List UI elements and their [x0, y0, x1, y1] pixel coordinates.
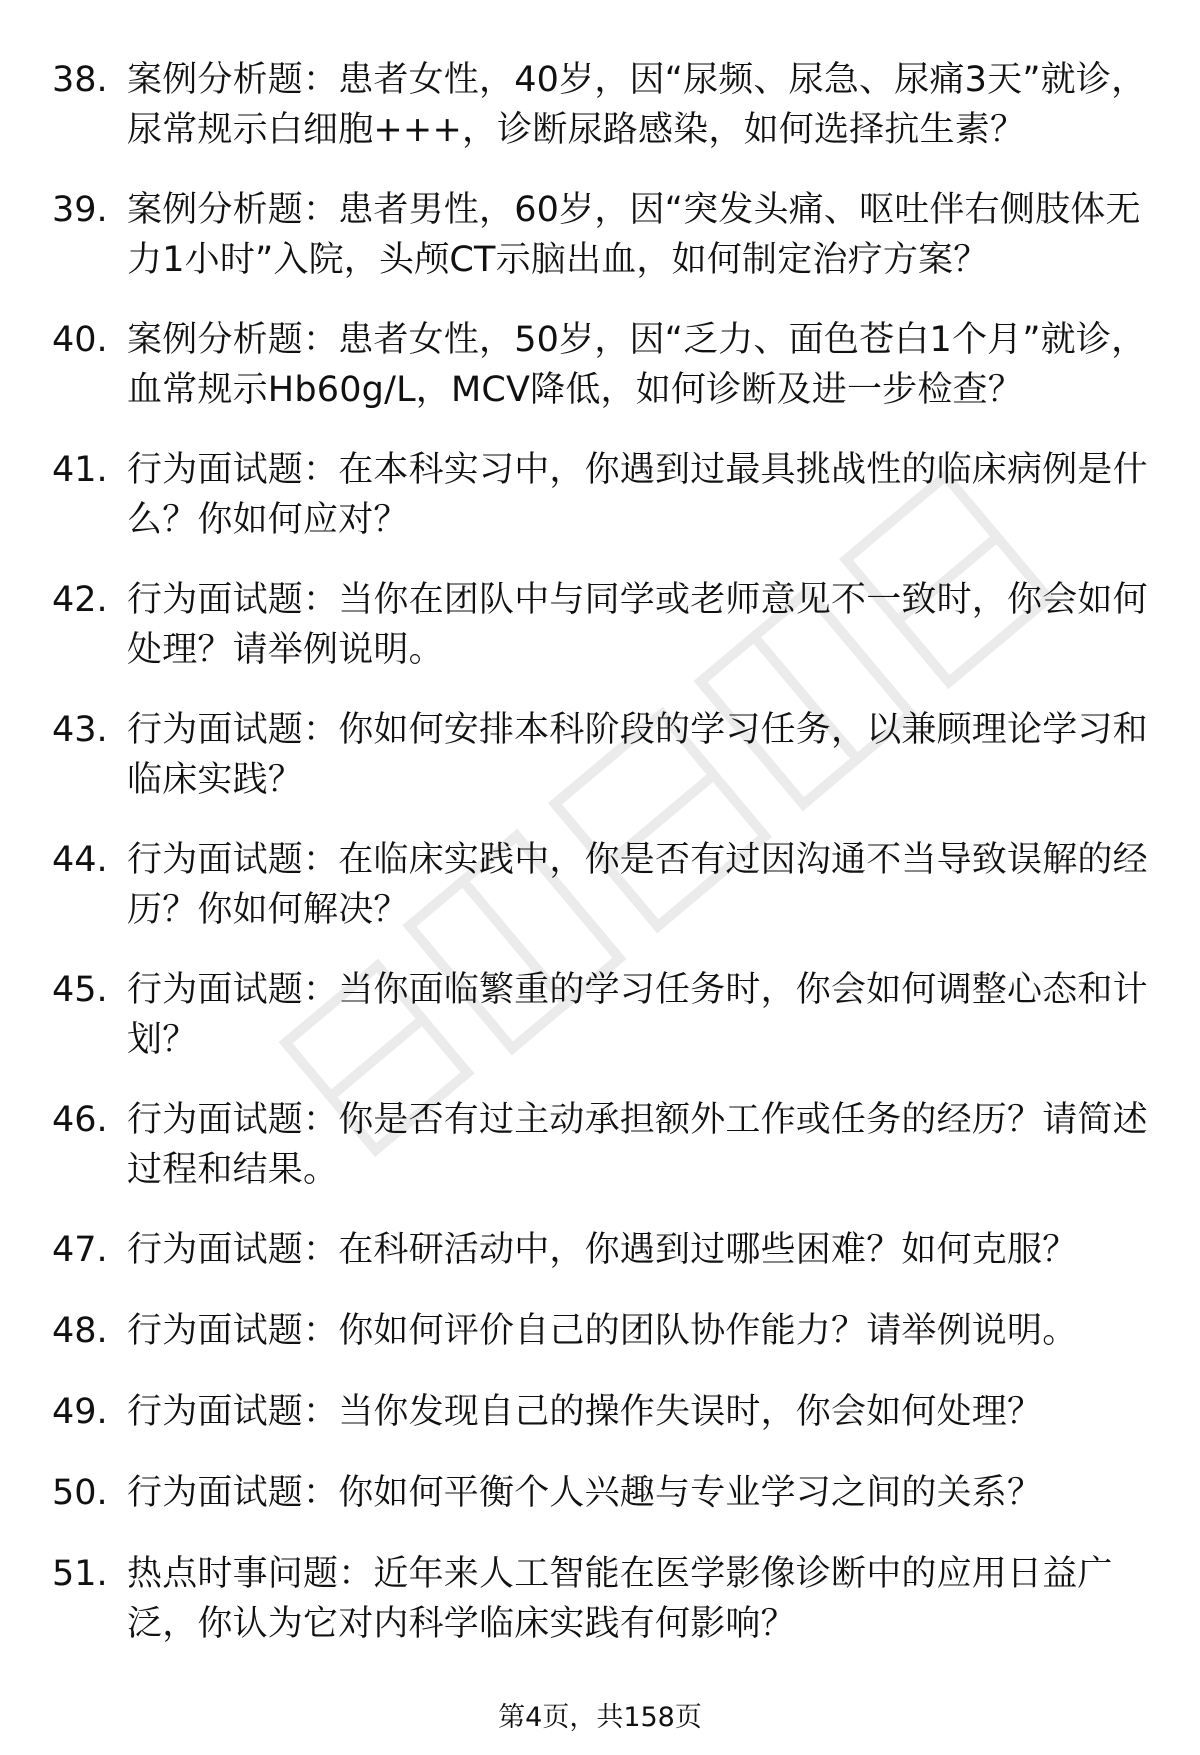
question-text: 行为面试题：当你在团队中与同学或老师意见不一致时，你会如何处理？请举例说明。 [127, 580, 1148, 670]
question-number: 38. [52, 60, 108, 100]
question-item [0, 185, 1200, 287]
question-text: 案例分析题：患者女性，50岁，因“乏力、面色苍白1个月”就诊，血常规示Hb60g/L，MCV降低，如何诊断及进一步检查？ [127, 320, 1147, 410]
question-number: 41. [52, 450, 108, 490]
question-number: 45. [52, 970, 108, 1010]
question-item [0, 1549, 1200, 1651]
question-number: 51. [52, 1554, 108, 1594]
question-number: 43. [52, 710, 108, 750]
question-item [0, 1306, 1200, 1350]
question-item [0, 965, 1200, 1067]
question-text: 行为面试题：当你发现自己的操作失误时，你会如何处理？ [127, 1392, 1043, 1432]
question-number: 47. [52, 1230, 108, 1270]
question-item [0, 1387, 1200, 1431]
question-number: 48. [52, 1311, 108, 1351]
question-text: 行为面试题：你如何平衡个人兴趣与专业学习之间的关系？ [127, 1473, 1043, 1513]
question-number: 46. [52, 1100, 108, 1140]
question-text: 行为面试题：在临床实践中，你是否有过因沟通不当导致误解的经历？你如何解决？ [127, 840, 1148, 930]
question-item [0, 1095, 1200, 1197]
question-item [0, 705, 1200, 807]
question-text: 行为面试题：你如何安排本科阶段的学习任务，以兼顾理论学习和临床实践？ [127, 710, 1148, 800]
question-item [0, 55, 1200, 157]
question-item [0, 445, 1200, 547]
question-text: 热点时事问题：近年来人工智能在医学影像诊断中的应用日益广泛，你认为它对内科学临床实践有何影响？ [127, 1554, 1113, 1644]
page-number-footer: 第4页，共158页 [498, 1702, 702, 1733]
question-list [0, 55, 1200, 1679]
question-item [0, 1468, 1200, 1512]
question-text: 案例分析题：患者女性，40岁，因“尿频、尿急、尿痛3天”就诊，尿常规示白细胞+++，诊断尿路感染，如何选择抗生素？ [127, 60, 1147, 150]
question-item [0, 315, 1200, 417]
question-text: 行为面试题：在本科实习中，你遇到过最具挑战性的临床病例是什么？你如何应对？ [127, 450, 1148, 540]
question-item [0, 835, 1200, 937]
question-number: 50. [52, 1473, 108, 1513]
question-number: 44. [52, 840, 108, 880]
question-number: 49. [52, 1392, 108, 1432]
question-number: 39. [52, 190, 108, 230]
question-number: 42. [52, 580, 108, 620]
question-text: 案例分析题：患者男性，60岁，因“突发头痛、呕吐伴右侧肢体无力1小时”入院，头颅CT示脑出血，如何制定治疗方案？ [127, 190, 1141, 280]
question-text: 行为面试题：你是否有过主动承担额外工作或任务的经历？请简述过程和结果。 [127, 1100, 1148, 1190]
question-item [0, 575, 1200, 677]
question-text: 行为面试题：当你面临繁重的学习任务时，你会如何调整心态和计划？ [127, 970, 1148, 1060]
question-text: 行为面试题：你如何评价自己的团队协作能力？请举例说明。 [127, 1311, 1078, 1351]
question-item [0, 1225, 1200, 1269]
question-number: 40. [52, 320, 108, 360]
question-text: 行为面试题：在科研活动中，你遇到过哪些困难？如何克服？ [127, 1230, 1078, 1270]
